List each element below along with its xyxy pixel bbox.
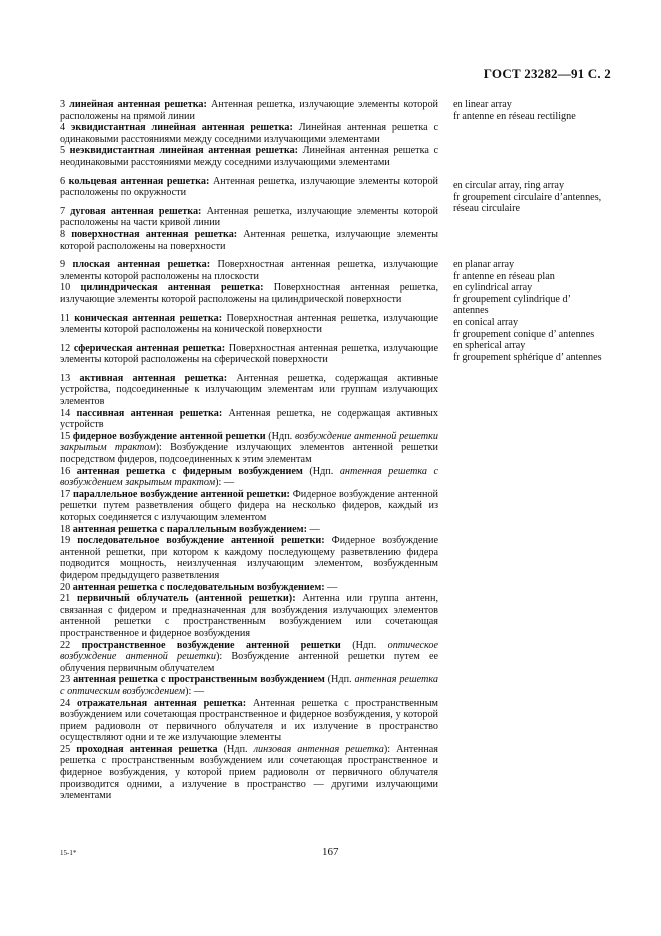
term-definition: Антенная решетка, содержащая активные устройства, подсоединенные к излучающим элементам или группам излучающих элементов	[60, 372, 439, 408]
translation-fr: fr groupement circulaire d’antennes, réseau circulaire	[453, 191, 602, 215]
term-name: фидерное возбуждение антенной решетки	[72, 430, 266, 442]
translation-en: en circular array, ring array	[453, 180, 565, 192]
term-entry	[60, 408, 438, 431]
term-definition: Антенная решетка с пространственным возбуждением или сочетающая пространственное и фидерное возбуждения, у которой прием радиоволн от первичного облучателя производится одними, а излучение в пространство — другими излучающими элементами	[60, 743, 438, 802]
term-entry	[60, 582, 438, 594]
term-entry	[60, 744, 438, 802]
term-number: 25	[60, 743, 71, 755]
term-name: отражательная антенная решетка:	[77, 697, 247, 709]
term-definition: Фидерное возбуждение антенной решетки, при котором к каждому последующему разветвлению фидера подводится мощность, неизлученная излучающим элементом, возбужденным фидером предыдущего разветвления	[60, 535, 438, 581]
term-entry	[60, 99, 438, 122]
term-number: 7	[60, 205, 66, 217]
term-number: 14	[60, 407, 71, 419]
term-number: 17	[60, 488, 71, 500]
term-number: 15	[60, 430, 71, 442]
term-definition: Линейная антенная решетка с неодинаковыми расстояниями между соседними излучающими элементами	[60, 145, 439, 168]
translation-fr: fr antenne en réseau plan	[453, 270, 555, 282]
term-entry	[60, 466, 438, 489]
term-number: 16	[60, 465, 71, 477]
translation-en: en spherical array	[453, 340, 526, 352]
term-entry	[60, 640, 438, 675]
term-definition: Поверхностная антенная решетка, излучающие элементы которой расположены на сферической поверхности	[60, 342, 439, 366]
term-entry	[60, 698, 438, 744]
term-definition: —	[221, 477, 235, 489]
term-name: пространственное возбуждение антенной решетки	[81, 639, 341, 651]
term-name: коническая антенная решетка:	[74, 312, 223, 324]
term-entry	[60, 524, 438, 536]
term-deprecated-synonym: линзовая антенная решетка	[253, 743, 384, 755]
term-number: 20	[60, 581, 71, 593]
document-header: ГОСТ 23282—91 С. 2	[483, 66, 611, 81]
term-entry	[60, 145, 438, 168]
term-definition: Линейная антенная решетка с одинаковыми расстояниями между соседними излучающими элементами	[60, 122, 439, 145]
term-number: 23	[60, 674, 71, 686]
term-entry	[60, 229, 438, 252]
term-number: 13	[60, 372, 71, 384]
term-number: 24	[60, 697, 71, 709]
page-number: 167	[322, 846, 339, 858]
term-entry	[60, 282, 438, 305]
translation-fr: fr groupement sphérique d’ antennes	[453, 351, 602, 363]
term-name: эквидистантная линейная антенная решетка:	[70, 122, 293, 134]
term-definition: Антенная решетка, излучающие элементы которой расположены на прямой линии	[60, 99, 439, 122]
term-definition: Поверхностная антенная решетка, излучающие элементы которой расположены на конической поверхности	[60, 312, 439, 336]
term-name: параллельное возбуждение антенной решетки:	[72, 488, 290, 500]
term-name: активная антенная решетка:	[79, 372, 228, 384]
term-entry	[60, 593, 438, 639]
term-entry	[60, 313, 438, 336]
term-entry	[60, 206, 438, 229]
term-name: цилиндрическая антенная решетка:	[80, 282, 264, 294]
term-definition: Антенная решетка, излучающие элементы которой расположены на поверхности	[60, 228, 438, 252]
term-definition: Поверхностная антенная решетка, излучающие элементы которой расположены на плоскости	[60, 259, 439, 282]
translation-fr: fr antenne en réseau rectiligne	[453, 110, 576, 122]
translation-fr: fr groupement conique d’ antennes	[453, 328, 595, 340]
term-name: проходная антенная решетка	[76, 743, 218, 755]
term-name: антенная решетка с последовательным возбуждением:	[72, 581, 325, 593]
spacer	[453, 215, 603, 259]
term-deprecated-prefix: (Ндп.	[265, 430, 295, 442]
translation-en: en linear array	[453, 99, 512, 110]
translations-column	[453, 99, 603, 363]
term-name: плоская антенная решетка:	[72, 259, 211, 271]
term-deprecated-suffix: ):	[155, 442, 162, 454]
term-definition: —	[191, 685, 205, 697]
term-definition: Антенная решетка, излучающие элементы которой расположены по окружности	[60, 175, 438, 199]
term-definition: Возбуждение излучающих элементов антенной решетки посредством фидеров, подсоединенных к этим элементам	[60, 442, 439, 466]
term-deprecated-prefix: (Ндп.	[302, 465, 340, 477]
term-definition: —	[324, 581, 338, 593]
term-entry	[60, 122, 438, 145]
term-entry	[60, 373, 438, 408]
terms-column	[60, 99, 438, 802]
spacer	[453, 122, 603, 180]
term-deprecated-synonym: антенная решетка с оптическим возбуждением	[60, 674, 438, 697]
term-number: 8	[60, 228, 66, 240]
term-number: 19	[60, 535, 71, 547]
term-number: 3	[60, 99, 66, 110]
term-deprecated-prefix: (Ндп.	[340, 639, 388, 651]
footer-mark: 15-1*	[60, 849, 77, 857]
term-definition: Поверхностная антенная решетка, излучающие элементы которой расположены на цилиндрической поверхности	[60, 282, 439, 305]
term-number: 6	[60, 175, 66, 187]
translation-fr: fr groupement cylindrique d’ antennes	[453, 293, 571, 317]
term-entry	[60, 431, 438, 466]
term-definition: —	[306, 523, 320, 535]
term-deprecated-synonym: возбуждение антенной решетки закрытым трактом	[60, 430, 438, 454]
term-definition: Фидерное возбуждение антенной решетки путем разветвления общего фидера на несколько фидеров, каждый из которых соединяется с излучающим элементом	[60, 488, 439, 523]
term-definition: Антенная решетка с пространственным возбуждением или сочетающая пространственное и фидерное возбуждения, у которой прием радиоволн от первичного облучателя и их излучение в пространство осуществляют одни и те же излучающие элементы	[60, 697, 438, 744]
term-name: дуговая антенная решетка:	[70, 205, 202, 217]
term-deprecated-synonym: антенная решетка с возбуждением закрытым трактом	[60, 465, 438, 489]
term-definition: Антенна или группа антенн, связанная с фидером и предназначенная для возбуждения излучающих элементов антенной решетки с пространственным возбуждением или сочетающая пространственное и фидерное возбуждения	[60, 593, 438, 639]
translation-en: en cylindrical array	[453, 282, 533, 294]
term-definition: Антенная решетка, излучающие элементы которой расположены на части кривой линии	[60, 205, 439, 229]
term-name: пассивная антенная решетка:	[76, 407, 223, 419]
term-deprecated-prefix: (Ндп.	[217, 743, 254, 755]
term-entry	[60, 176, 438, 199]
term-name: последовательное возбуждение антенной решетки:	[77, 535, 325, 547]
term-definition: Возбуждение антенной решетки путем ее облучения первичным облучателем	[60, 651, 439, 674]
term-entry	[60, 259, 438, 282]
term-number: 22	[60, 639, 71, 651]
term-deprecated-synonym: оптическое возбуждение антенной решетки	[60, 639, 439, 663]
term-entry	[60, 674, 438, 697]
term-entry	[60, 343, 438, 366]
term-name: линейная антенная решетка:	[69, 99, 207, 110]
term-name: кольцевая антенная решетка:	[68, 175, 210, 187]
translation-en: en conical array	[453, 316, 519, 328]
term-deprecated-prefix: (Ндп.	[324, 674, 355, 686]
translation-en: en planar array	[453, 258, 515, 270]
term-number: 21	[60, 593, 71, 605]
term-definition: Антенная решетка, не содержащая активных устройств	[60, 407, 438, 431]
term-number: 9	[60, 259, 66, 271]
term-entry	[60, 535, 438, 581]
term-number: 18	[60, 523, 71, 535]
term-name: антенная решетка с параллельным возбуждением:	[72, 523, 307, 535]
term-deprecated-suffix: ):	[215, 477, 222, 489]
term-number: 11	[60, 312, 70, 324]
term-name: антенная решетка с фидерным возбуждением	[76, 465, 303, 477]
term-number: 5	[60, 145, 66, 157]
term-name: антенная решетка с пространственным возбуждением	[73, 674, 325, 686]
term-entry	[60, 489, 438, 524]
term-number: 12	[60, 342, 71, 354]
term-name: первичный облучатель (антенной решетки):	[76, 593, 296, 605]
term-deprecated-suffix: ):	[185, 685, 192, 697]
term-name: сферическая антенная решетка:	[73, 342, 226, 354]
term-deprecated-suffix: ):	[215, 651, 223, 663]
term-number: 4	[60, 122, 66, 134]
term-deprecated-suffix: ):	[383, 743, 391, 755]
term-number: 10	[60, 282, 71, 294]
term-name: неэквидистантная линейная антенная решетка:	[69, 145, 299, 157]
term-name: поверхностная антенная решетка:	[71, 228, 238, 240]
